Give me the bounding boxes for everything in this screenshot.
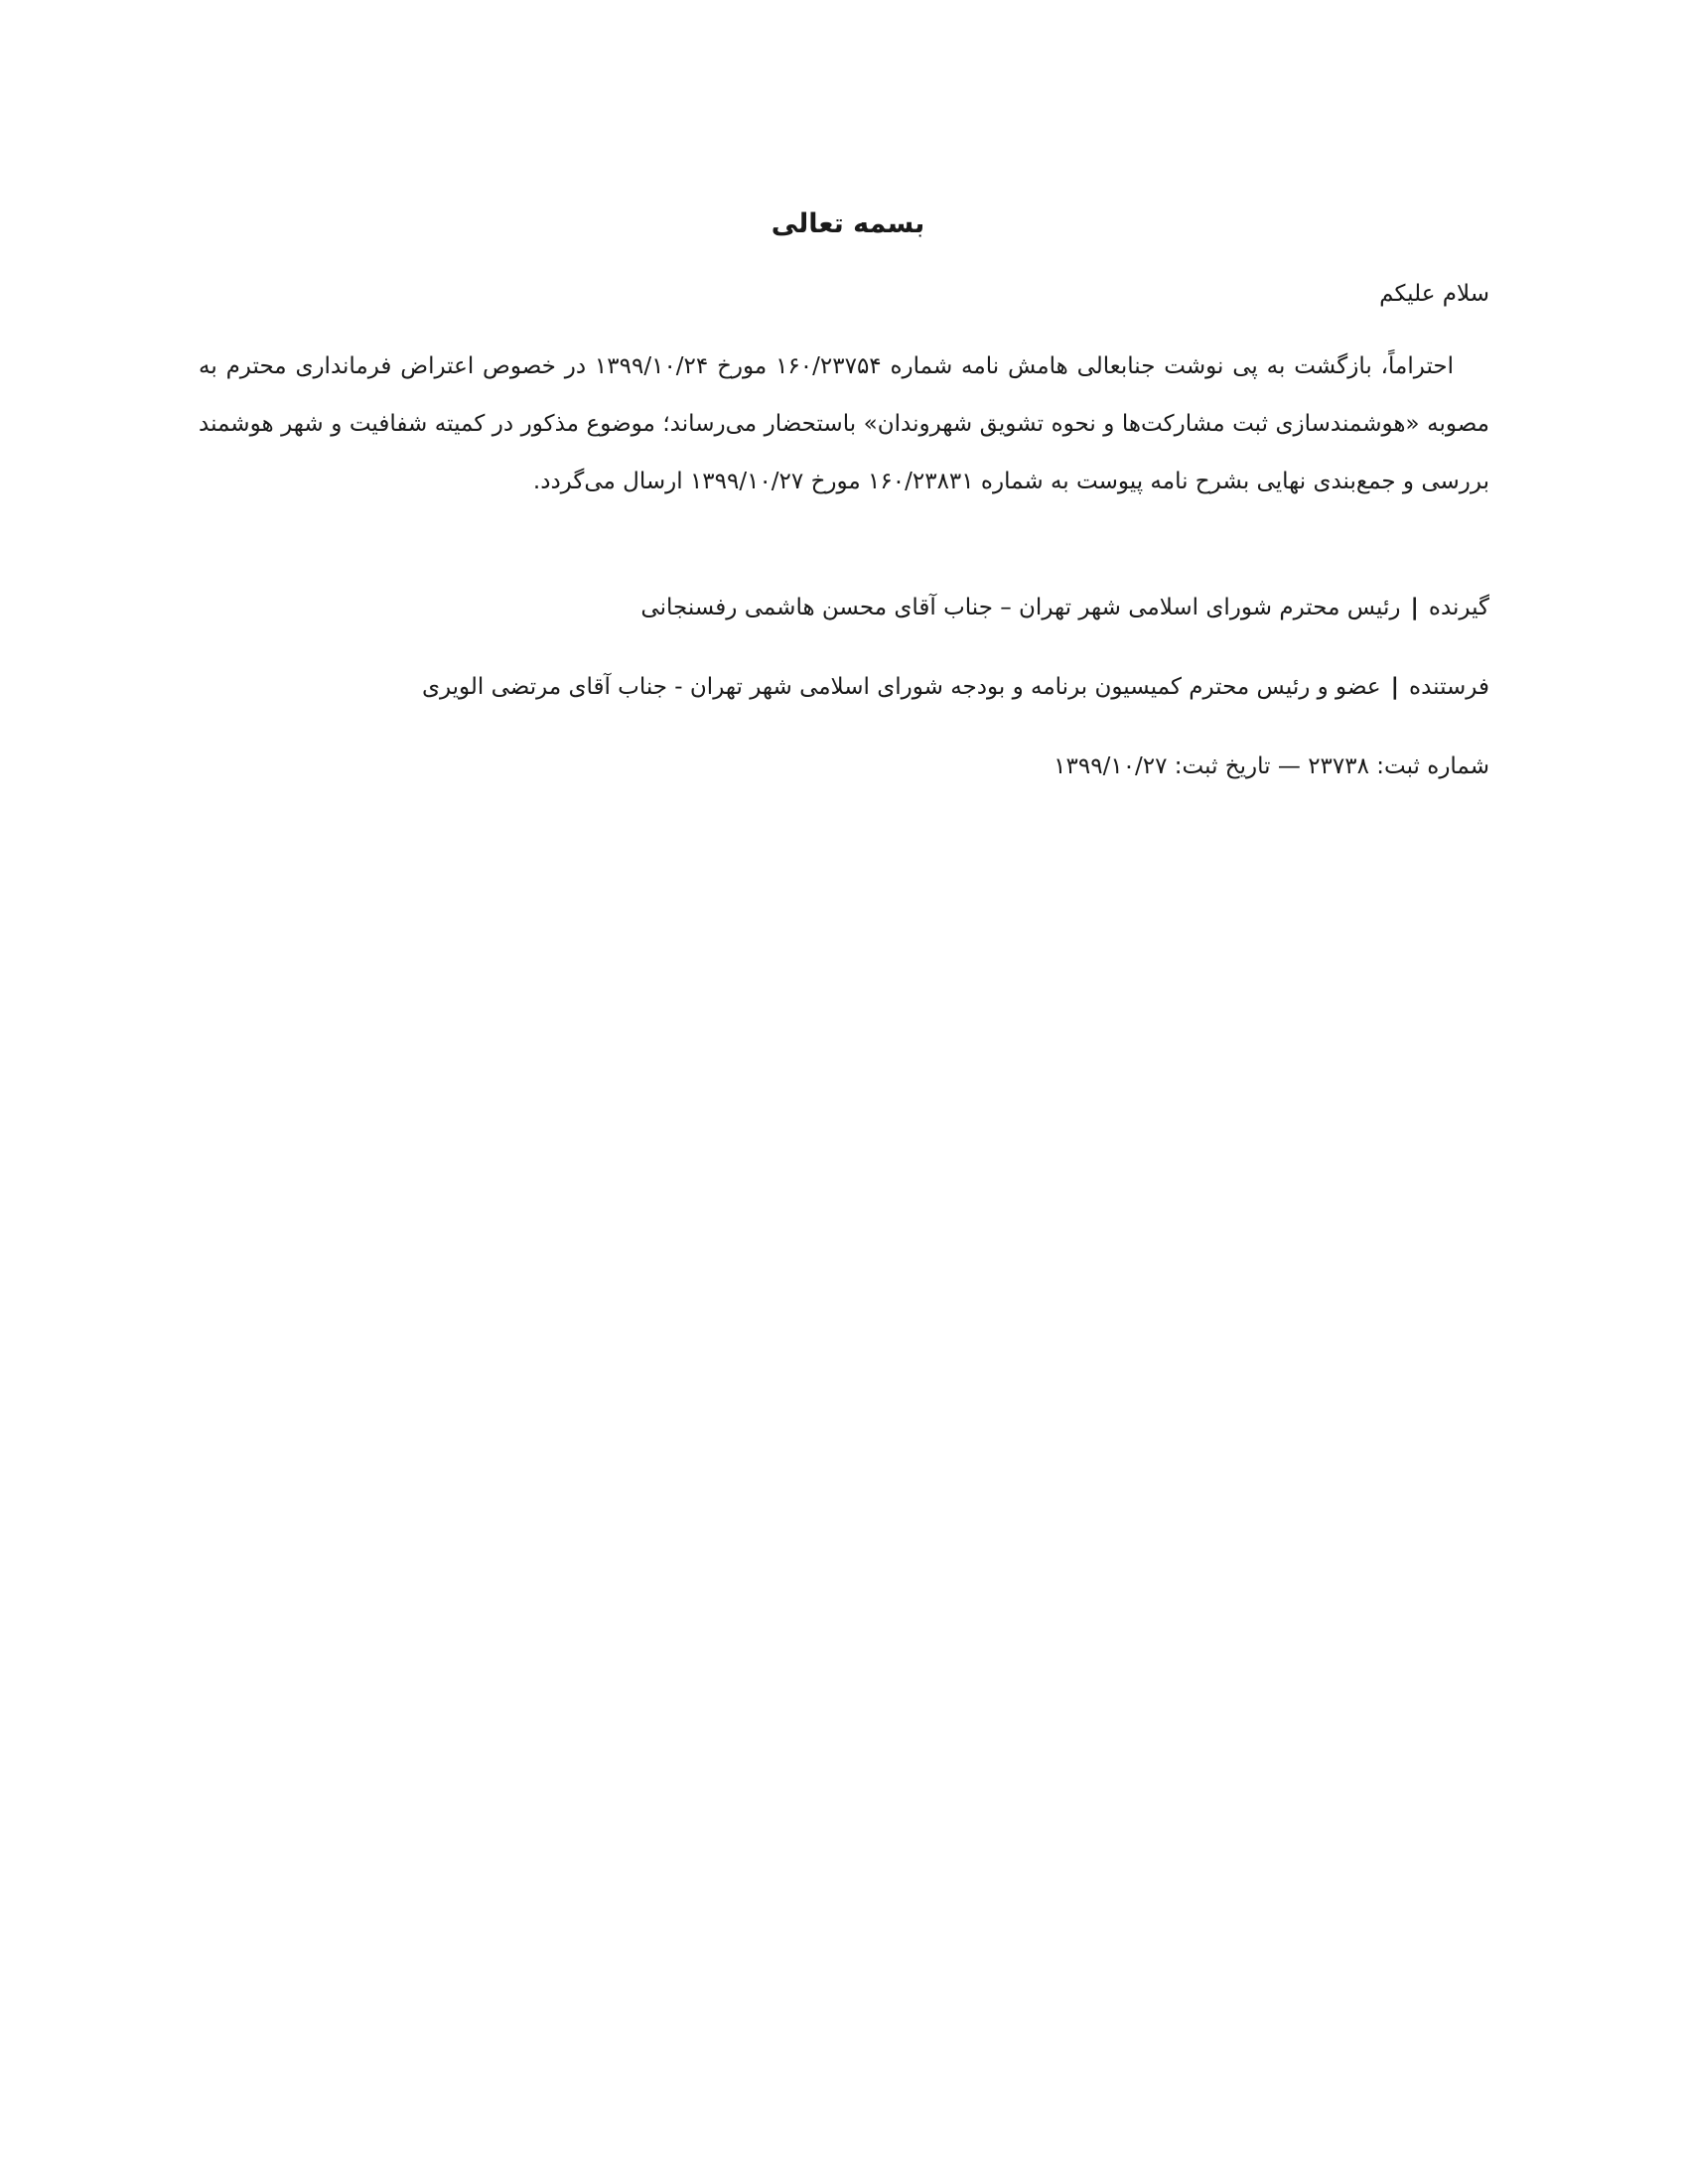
recipient-line — [199, 588, 1489, 627]
document-title: بسمه تعالی — [771, 208, 925, 239]
recipient-label: گیرنده — [1428, 595, 1489, 620]
recipient-value: رئیس محترم شورای اسلامی شهر تهران – جناب آقای محسن هاشمی رفسنجانی — [640, 595, 1401, 620]
letter-body: احتراماً، بازگشت به پی نوشت جنابعالی هامش نامه شماره ۱۶۰/۲۳۷۵۴ مورخ ۱۳۹۹/۱۰/۲۴ در خصوص اعتراض فرمانداری محترم به مصوبه «هوشمندسازی ثبت مشارکت‌ها و نحوه تشویق شهروندان» باستحضار می‌رساند؛ موضوع مذکور در کمیته شفافیت و شهر هوشمند بررسی و جمع‌بندی نهایی بشرح نامه پیوست به شماره ۱۶۰/۲۳۸۳۱ مورخ ۱۳۹۹/۱۰/۲۷ ارسال می‌گردد. — [199, 353, 1489, 494]
registration-info: شماره ثبت: ۲۳۷۳۸ — تاریخ ثبت: ۱۳۹۹/۱۰/۲۷ — [1054, 753, 1489, 779]
sender-separator: | — [1390, 674, 1400, 700]
sender-line — [199, 667, 1489, 707]
recipient-separator: | — [1410, 595, 1419, 620]
sender-label: فرستنده — [1409, 674, 1489, 700]
letter-content — [199, 195, 1489, 786]
greeting: سلام علیکم — [1379, 281, 1489, 307]
sender-value: عضو و رئیس محترم کمیسیون برنامه و بودجه شورای اسلامی شهر تهران - جناب آقای مرتضی الویری — [421, 674, 1381, 700]
